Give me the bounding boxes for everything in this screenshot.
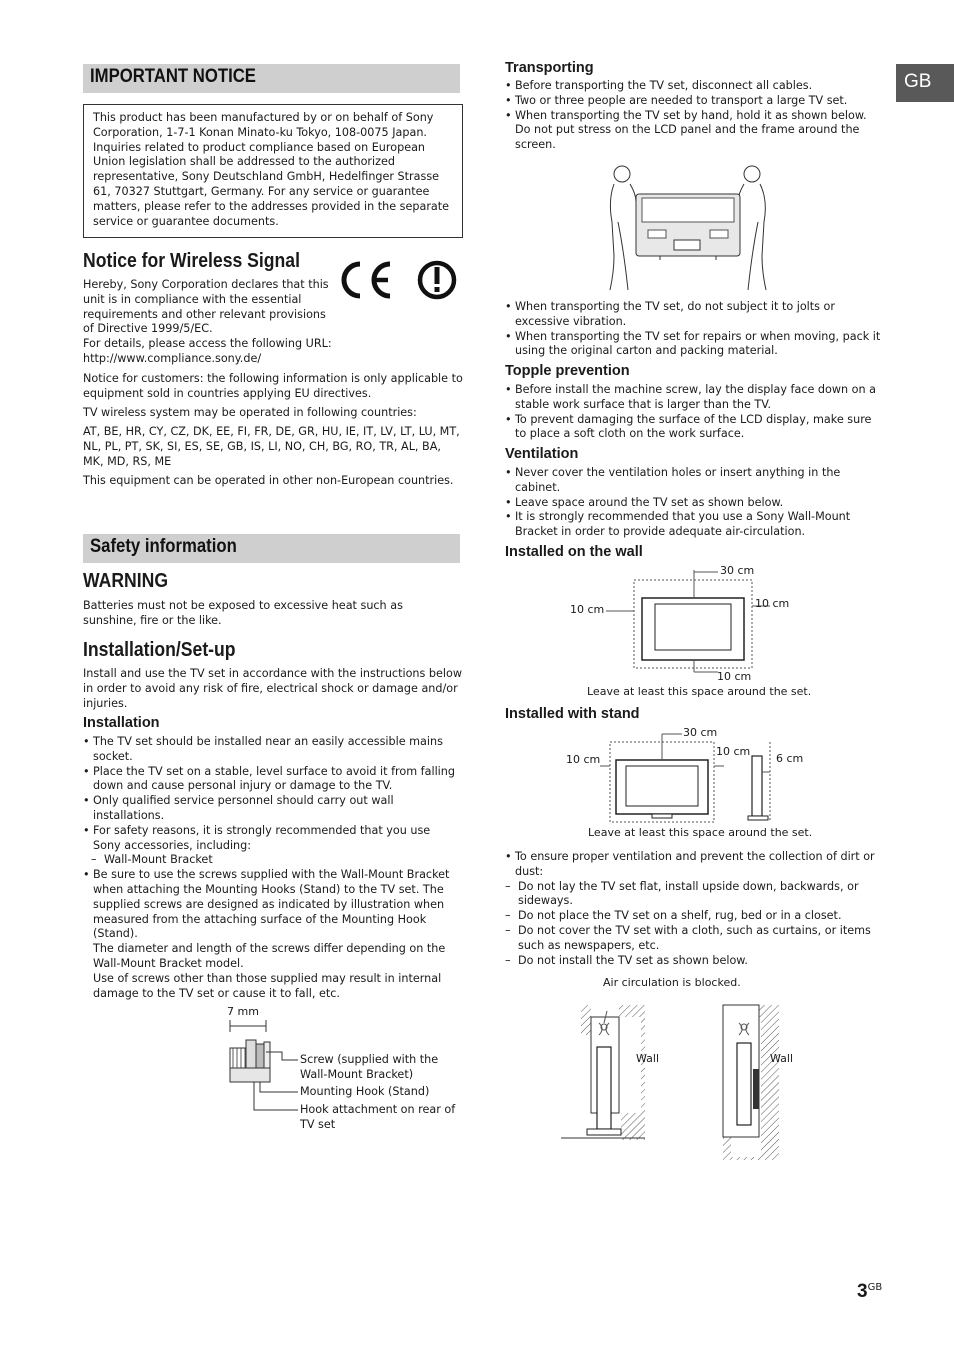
screw-dimension: 7 mm bbox=[227, 1005, 259, 1018]
warning-title: WARNING bbox=[83, 570, 169, 592]
wireless-title: Notice for Wireless Signal bbox=[83, 250, 300, 272]
important-notice-text: This product has been manufactured by or on behalf of Sony Corporation, 1-7-1 Konan Minato-ku Tokyo, 108-0075 Japan. Inquiries related to product compliance based on European Union legislation shall be addressed to the authorized representative, Sony Deutschland GmbH, Hedelfinger Strasse 61, 70327 Stuttgart, Germany. For any service or guarantee matters, please refer to the addresses provided in the separate service or guarantee documents. bbox=[93, 111, 450, 228]
wireless-url-intro: For details, please access the following URL: bbox=[83, 337, 332, 350]
blocked-wall-label-2: Wall bbox=[770, 1052, 794, 1065]
hook-attachment-label: Hook attachment on rear of TV set bbox=[300, 1103, 456, 1131]
transporting-list-2 bbox=[505, 300, 883, 359]
safety-title: Safety information bbox=[90, 536, 237, 557]
topple-title: Topple prevention bbox=[505, 363, 630, 379]
list-item: • Two or three people are needed to transport a large TV set. bbox=[505, 94, 883, 109]
stand-caption: Leave at least this space around the set. bbox=[588, 826, 813, 839]
screw-label: Screw (supplied with the Wall-Mount Bracket) bbox=[300, 1053, 439, 1081]
important-notice-title: IMPORTANT NOTICE bbox=[90, 66, 256, 87]
wall-caption: Leave at least this space around the set. bbox=[587, 685, 812, 698]
alert-mark-icon bbox=[416, 258, 458, 302]
list-item-text: For safety reasons, it is strongly recommended that you use Sony accessories, including: bbox=[93, 823, 431, 852]
ce-mark-icon bbox=[338, 258, 398, 302]
important-notice-header bbox=[83, 64, 460, 93]
wall-bottom-clearance: 10 cm bbox=[717, 670, 752, 683]
list-item: • To prevent damaging the surface of the LCD display, make sure to place a soft cloth on the work surface. bbox=[505, 413, 883, 443]
stand-right-clearance: 10 cm bbox=[716, 745, 751, 758]
screws-warning-note: Use of screws other than those supplied may result in internal damage to the TV set or cause it to fall, etc. bbox=[93, 971, 442, 1000]
transporting-title: Transporting bbox=[505, 60, 594, 76]
wireless-url: http://www.compliance.sony.de/ bbox=[83, 352, 262, 365]
screw-diagram bbox=[220, 1002, 470, 1142]
page-number-suffix: GB bbox=[867, 1282, 883, 1293]
list-item: • Leave space around the TV set as shown below. bbox=[505, 496, 883, 511]
language-tab bbox=[896, 64, 954, 102]
list-item bbox=[83, 868, 461, 1001]
safety-header bbox=[83, 534, 460, 563]
page-number bbox=[857, 1281, 882, 1303]
wireless-non-eu: This equipment can be operated in other non-European countries. bbox=[83, 474, 454, 487]
list-item bbox=[505, 850, 885, 968]
wall-left-clearance: 10 cm bbox=[570, 603, 605, 616]
screws-text: • Be sure to use the screws supplied with the Wall-Mount Bracket when attaching the Mounting Hooks (Stand) to the TV set. The supplied screws are designed as indicated by illustration when measured from the attaching surface of the Mounting Hook (Stand). bbox=[93, 868, 450, 941]
installation-setup-text: Install and use the TV set in accordance with the instructions below in order to avoid any risk of fire, electrical shock or damage and/or injuries. bbox=[83, 667, 462, 710]
ventilation-list bbox=[505, 466, 883, 540]
list-item: • The TV set should be installed near an easily accessible mains socket. bbox=[83, 735, 461, 765]
transporting-list bbox=[505, 79, 883, 153]
wall-clearance-diagram bbox=[560, 560, 810, 680]
screws-size-note: The diameter and length of the screws differ depending on the Wall-Mount Bracket model. bbox=[93, 942, 446, 970]
dash-item: – Do not cover the TV set with a cloth, such as curtains, or items such as newspapers, etc. bbox=[505, 924, 885, 954]
important-notice-box bbox=[83, 104, 463, 238]
list-item: • Before transporting the TV set, disconnect all cables. bbox=[505, 79, 883, 94]
dust-list bbox=[505, 850, 885, 968]
stand-side-clearance: 6 cm bbox=[776, 752, 804, 765]
ventilation-title: Ventilation bbox=[505, 446, 579, 462]
stand-left-clearance: 10 cm bbox=[566, 753, 601, 766]
list-item: • It is strongly recommended that you use a Sony Wall-Mount Bracket in order to provide adequate air-circulation. bbox=[505, 510, 883, 540]
list-item: • Before install the machine screw, lay the display face down on a stable work surface that is larger than the TV. bbox=[505, 383, 883, 413]
wall-install-title: Installed on the wall bbox=[505, 544, 643, 560]
dash-item: – Do not lay the TV set flat, install upside down, backwards, or sideways. bbox=[505, 880, 885, 910]
wireless-declaration: Hereby, Sony Corporation declares that this unit is in compliance with the essential requirements and other relevant provisions of Directive 1999/5/EC. bbox=[83, 278, 329, 336]
dust-intro: To ensure proper ventilation and prevent the collection of dirt or dust: bbox=[515, 850, 875, 878]
wireless-countries-list: AT, BE, HR, CY, CZ, DK, EE, FI, FR, DE, GR, HU, IE, IT, LV, LT, LU, MT, NL, PL, PT, SK, SI, ES, SE, GB, IS, LI, NO, CH, BG, RO, TR, AL, BA, MK, MD, RS, ME bbox=[83, 425, 460, 468]
wall-right-clearance: 10 cm bbox=[755, 597, 790, 610]
wall-top-clearance: 30 cm bbox=[720, 564, 755, 577]
dash-item: – Do not place the TV set on a shelf, rug, bed or in a closet. bbox=[505, 909, 885, 924]
topple-list bbox=[505, 383, 883, 442]
list-item: • Place the TV set on a stable, level surface to avoid it from falling down and cause personal injury or damage to the TV. bbox=[83, 765, 461, 795]
list-item: • When transporting the TV set, do not subject it to jolts or excessive vibration. bbox=[505, 300, 883, 330]
blocked-wall-label-1: Wall bbox=[636, 1052, 660, 1065]
installation-title: Installation bbox=[83, 715, 160, 731]
stand-clearance-diagram bbox=[560, 726, 820, 826]
stand-top-clearance: 30 cm bbox=[683, 726, 718, 739]
language-tab-label: GB bbox=[904, 71, 932, 92]
page-number-value: 3 bbox=[857, 1281, 868, 1302]
wireless-countries-intro: TV wireless system may be operated in following countries: bbox=[83, 406, 417, 419]
warning-text: Batteries must not be exposed to excessive heat such as sunshine, fire or the like. bbox=[83, 599, 403, 627]
list-item bbox=[83, 824, 461, 868]
stand-install-title: Installed with stand bbox=[505, 706, 640, 722]
list-item: • When transporting the TV set by hand, hold it as shown below. Do not put stress on the LCD panel and the frame around the screen. bbox=[505, 109, 883, 153]
list-item: • When transporting the TV set for repairs or when moving, pack it using the original carton and packing material. bbox=[505, 330, 883, 360]
dash-item: – Wall-Mount Bracket bbox=[91, 853, 461, 868]
installation-list bbox=[83, 735, 461, 1001]
list-item: • Only qualified service personnel should carry out wall installations. bbox=[83, 794, 461, 824]
blocked-airflow-illustration bbox=[555, 995, 795, 1165]
blocked-caption: Air circulation is blocked. bbox=[603, 976, 741, 989]
list-item: • Never cover the ventilation holes or insert anything in the cabinet. bbox=[505, 466, 883, 496]
installation-setup-title: Installation/Set-up bbox=[83, 639, 236, 661]
transport-illustration bbox=[600, 160, 780, 292]
dash-item: – Do not install the TV set as shown below. bbox=[505, 954, 885, 969]
wireless-customer-notice: Notice for customers: the following information is only applicable to equipment sold in countries applying EU directives. bbox=[83, 372, 463, 400]
mounting-hook-label: Mounting Hook (Stand) bbox=[300, 1085, 430, 1098]
